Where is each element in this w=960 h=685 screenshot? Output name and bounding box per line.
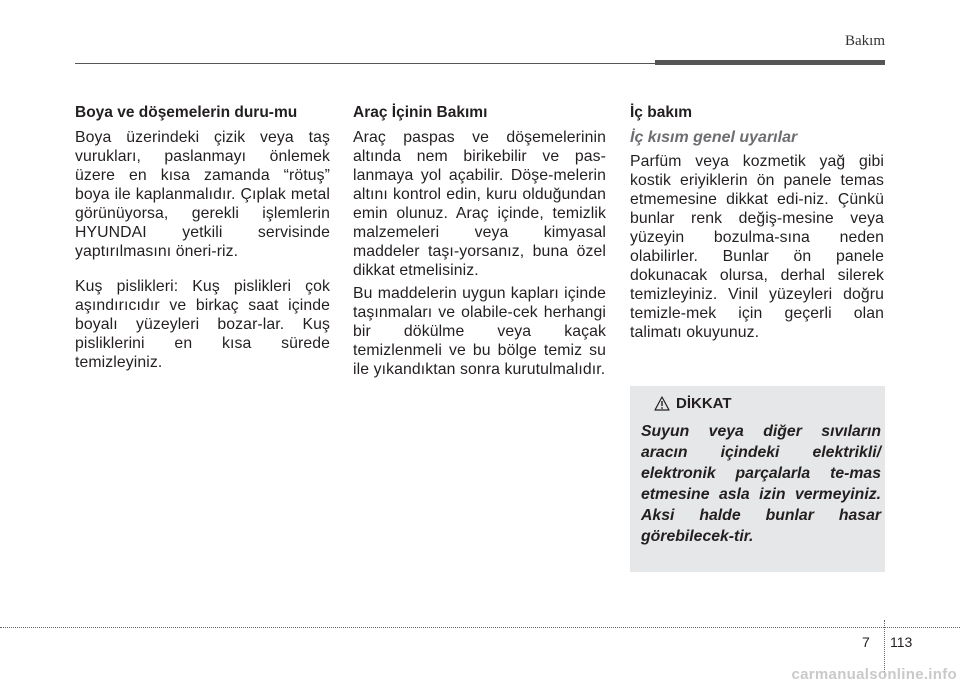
section-heading: İç bakım (630, 104, 693, 121)
watermark: carmanualsonline.info (791, 666, 957, 683)
paragraph: Bu maddelerin uygun kapları içinde taşınmaları ve olabile-cek herhangi bir dökülme veya kaçak temizlenmeli ve bu bölge temiz su ile yıkandıktan sonra kurutulmalıdır. (353, 285, 606, 378)
footer-rule (0, 627, 960, 628)
column-paint-condition (75, 104, 330, 388)
chapter-number: 7 (862, 634, 870, 650)
paragraph: Boya üzerindeki çizik veya taş vurukları, paslanmayı önlemek üzere en kısa zamanda “rötuş” boya ile kaplanmalıdır. Çıplak metal görünüyorsa, gerekli işlemlerin HYUNDAI yetkili servisinde yaptırılmasını öneri-riz. (75, 129, 330, 260)
paragraph: Kuş pislikleri: Kuş pislikleri çok aşındırıcıdır ve birkaç saat içinde boyalı yüzeyleri bozar-lar. Kuş pisliklerini en kısa sürede temizleyiniz. (75, 278, 330, 371)
caution-box (630, 386, 885, 572)
column-interior-care (353, 104, 606, 383)
warning-triangle-icon (654, 396, 670, 411)
caution-title: DİKKAT (676, 395, 732, 412)
header-rule-accent (655, 60, 885, 65)
column-interior-maintenance (630, 104, 884, 358)
caution-header (654, 395, 732, 412)
caution-text: Suyun veya diğer sıvıların aracın içindeki elektrikli/ elektronik parçalarla te-mas etmesine asla izin vermeyiniz. Aksi halde bunlar hasar görebilecek-tir. (641, 423, 881, 545)
section-heading: Araç İçinin Bakımı (353, 104, 488, 121)
paragraph: Araç paspas ve döşemelerinin altında nem birikebilir ve pas-lanmaya yol açabilir. Döşe-melerin altını kontrol edin, kuru olduğundan emin olunuz. Araç içinde, temizlik malzemeleri veya kimyasal maddeler taşı-yorsanız, buna özel dikkat etmelisiniz. (353, 129, 606, 279)
page-number: 113 (890, 634, 913, 650)
section-subheading: İç kısım genel uyarılar (630, 129, 798, 146)
paragraph: Parfüm veya kozmetik yağ gibi kostik eriyiklerin ön panele temas etmemesine dikkat edi-niz. Çünkü bunlar renk değiş-mesine veya yüzeyin bozulma-sına neden olabilirler. Bunlar ön panele dokunacak olursa, derhal silerek temizleyiniz. Vinil yüzeyleri doğru temizle-mek için geçerli olan talimatı okuyunuz. (630, 153, 884, 341)
page-header-title: Bakım (845, 33, 885, 49)
section-heading: Boya ve döşemelerin duru-mu (75, 104, 298, 121)
